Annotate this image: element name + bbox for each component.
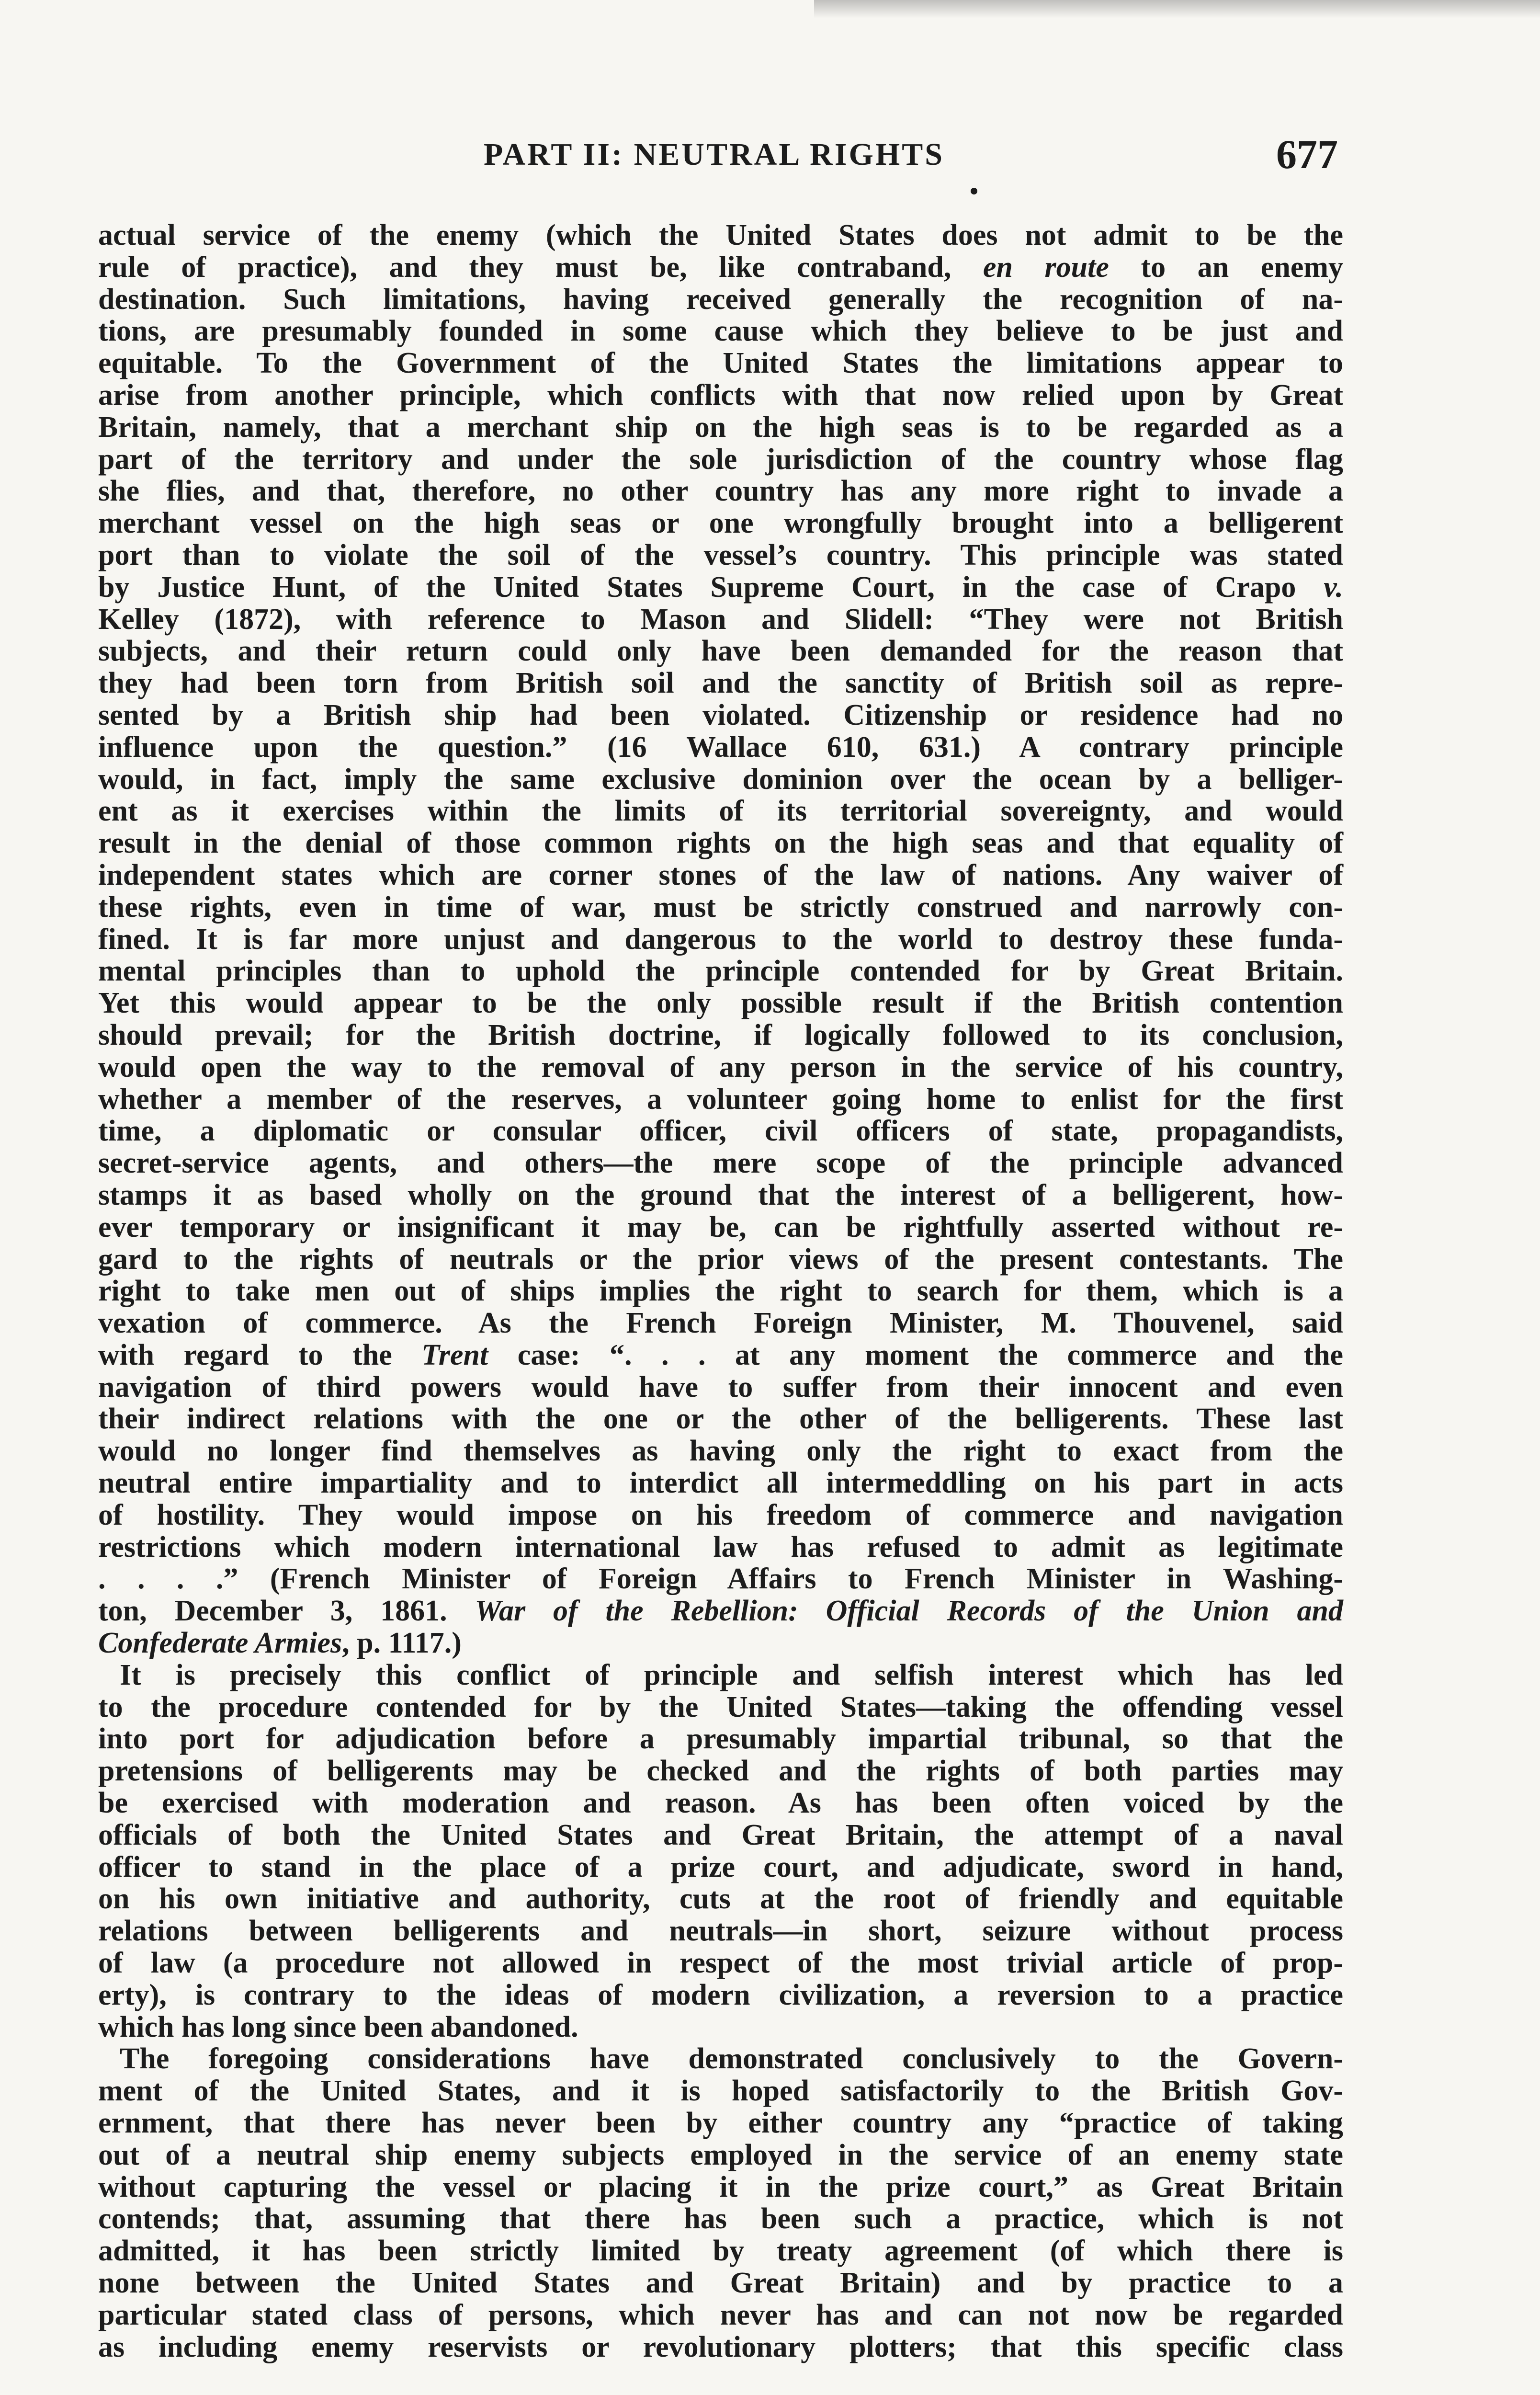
text-line: [98, 764, 1343, 796]
text-run: gard to the rights of neutrals or the prior views of the present contestants. The: [98, 1243, 1343, 1276]
text-run: part of the territory and under the sole jurisdiction of the country whose flag: [98, 443, 1343, 476]
running-head: PART II: NEUTRAL RIGHTS: [484, 137, 944, 172]
text-run: which has long since been abandoned.: [98, 2010, 578, 2043]
text-line: [98, 379, 1343, 411]
text-run: relations between belligerents and neutrals—in short, seizure without process: [98, 1915, 1343, 1948]
text-run: to an enemy: [1109, 251, 1343, 284]
text-run: as including enemy reservists or revolutionary plotters; that this specific class: [98, 2330, 1343, 2363]
text-line: [98, 2107, 1343, 2139]
text-line: [98, 1211, 1343, 1243]
text-run: admitted, it has been strictly limited by treaty agreement (of which there is: [98, 2235, 1343, 2268]
text-run: officer to stand in the place of a prize court, and adjudicate, sword in hand,: [98, 1850, 1343, 1883]
text-line: [98, 1403, 1343, 1435]
text-line: [98, 1659, 1343, 1691]
text-run: , p. 1117.): [342, 1627, 462, 1660]
text-line: [98, 1115, 1343, 1147]
text-run: they had been torn from British soil and the sanctity of British soil as repre-: [98, 667, 1343, 700]
text-run: of law (a procedure not allowed in respect of the most trivial article of prop-: [98, 1947, 1343, 1980]
text-run: tions, are presumably founded in some cause which they believe to be just and: [98, 315, 1343, 348]
text-line: [98, 284, 1343, 316]
text-line: [98, 1083, 1343, 1116]
text-run: arise from another principle, which conflicts with that now relied upon by Great: [98, 378, 1343, 411]
text-line: [98, 1339, 1343, 1371]
text-run: independent states which are corner stones of the law of nations. Any waiver of: [98, 858, 1343, 891]
text-line: [98, 1851, 1343, 1883]
text-run: subjects, and their return could only have been demanded for the reason that: [98, 635, 1343, 668]
paragraph: [98, 2043, 1343, 2363]
text-run: pretensions of belligerents may be checked and the rights of both parties may: [98, 1755, 1343, 1788]
text-run: time, a diplomatic or consular officer, civil officers of state, propagandists,: [98, 1115, 1343, 1148]
text-line: [98, 2203, 1343, 2235]
text-run: particular stated class of persons, which never has and can not now be regarded: [98, 2298, 1343, 2331]
text-run: actual service of the enemy (which the United States does not admit to be the: [98, 219, 1343, 251]
text-line: [98, 475, 1343, 507]
text-line: [98, 987, 1343, 1019]
text-line: [98, 1019, 1343, 1051]
text-line: [98, 1979, 1343, 2011]
text-run: ment of the United States, and it is hoped satisfactorily to the British Gov-: [98, 2075, 1343, 2108]
text-line: [98, 2331, 1343, 2363]
text-run: ton, December 3, 1861.: [98, 1595, 475, 1628]
text-line: [98, 2139, 1343, 2171]
text-run: destination. Such limitations, having received generally the recognition of na-: [98, 283, 1343, 316]
text-line: [98, 859, 1343, 891]
text-run: navigation of third powers would have to suffer from their innocent and even: [98, 1370, 1343, 1403]
body-text: [98, 219, 1343, 2363]
text-run: these rights, even in time of war, must be strictly construed and narrowly con-: [98, 890, 1343, 924]
text-run: should prevail; for the British doctrine, if logically followed to its conclusion,: [98, 1018, 1343, 1051]
text-line: [98, 1563, 1343, 1595]
text-run: influence upon the question.” (16 Wallace 610, 631.) A contrary principle: [98, 730, 1343, 764]
text-line: [98, 315, 1343, 347]
text-run: sented by a British ship had been violated. Citizenship or residence had no: [98, 698, 1343, 731]
text-run: port than to violate the soil of the vessel’s country. This principle was stated: [98, 538, 1343, 571]
text-line: [98, 1499, 1343, 1531]
text-run: into port for adjudication before a presumably impartial tribunal, so that the: [98, 1722, 1343, 1756]
text-run: ever temporary or insignificant it may be, can be rightfully asserted without re-: [98, 1210, 1343, 1243]
text-line: [98, 1595, 1343, 1627]
text-run: ent as it exercises within the limits of its territorial sovereignty, and would: [98, 795, 1343, 828]
text-line: [98, 1531, 1343, 1563]
text-run: rule of practice), and they must be, like contraband,: [98, 251, 983, 284]
text-line: [98, 1723, 1343, 1755]
text-line: [98, 635, 1343, 667]
text-run: out of a neutral ship enemy subjects employed in the service of an enemy state: [98, 2138, 1343, 2171]
text-line: [98, 571, 1343, 604]
text-run: none between the United States and Great Britain) and by practice to a: [98, 2267, 1343, 2299]
italic-text: Trent: [421, 1338, 488, 1371]
text-line: [98, 1435, 1343, 1467]
text-run: equitable. To the Government of the United States the limitations appear to: [98, 347, 1343, 380]
text-run: by Justice Hunt, of the United States Supreme Court, in the case of Crapo: [98, 570, 1324, 604]
text-line: [98, 251, 1343, 284]
text-run: ernment, that there has never been by either country any “practice of taking: [98, 2107, 1343, 2140]
text-run: Kelley (1872), with reference to Mason and Slidell: “They were not British: [98, 603, 1343, 636]
text-line: [98, 955, 1343, 987]
text-line: [98, 924, 1343, 956]
text-run: vexation of commerce. As the French Foreign Minister, M. Thouvenel, said: [98, 1307, 1343, 1340]
text-run: result in the denial of those common rights on the high seas and that equality of: [98, 827, 1343, 860]
text-line: [98, 827, 1343, 859]
text-line: [98, 1243, 1343, 1276]
text-line: [98, 347, 1343, 379]
text-run: merchant vessel on the high seas or one wrongfully brought into a belligerent: [98, 507, 1343, 540]
italic-text: v.: [1324, 570, 1343, 604]
text-run: Yet this would appear to be the only possible result if the British contention: [98, 987, 1343, 1020]
text-run: fined. It is far more unjust and dangerous to the world to destroy these funda-: [98, 923, 1343, 956]
text-run: The foregoing considerations have demonstrated conclusively to the Govern-: [120, 2042, 1343, 2076]
text-line: [98, 795, 1343, 827]
text-line: [98, 2235, 1343, 2267]
text-line: [98, 1883, 1343, 1915]
text-line: [98, 2075, 1343, 2107]
text-line: [98, 1787, 1343, 1819]
text-line: [98, 1147, 1343, 1179]
ink-dot: [971, 188, 977, 194]
text-run: with regard to the: [98, 1338, 422, 1371]
text-run: mental principles than to uphold the principle contended for by Great Britain.: [98, 955, 1343, 988]
text-line: [98, 1179, 1343, 1211]
text-run: on his own initiative and authority, cuts at the root of friendly and equitable: [98, 1882, 1343, 1916]
text-line: [98, 444, 1343, 476]
text-run: neutral entire impartiality and to interdict all intermeddling on his part in acts: [98, 1467, 1343, 1500]
text-line: [98, 1947, 1343, 1979]
text-run: would, in fact, imply the same exclusive dominion over the ocean by a belliger-: [98, 763, 1343, 796]
text-line: [98, 507, 1343, 539]
italic-text: War of the Rebellion: Official Records of the Union and: [475, 1595, 1343, 1628]
text-run: of hostility. They would impose on his freedom of commerce and navigation: [98, 1498, 1343, 1531]
text-line: [98, 219, 1343, 251]
text-run: Britain, namely, that a merchant ship on the high seas is to be regarded as a: [98, 411, 1343, 444]
text-run: restrictions which modern international law has refused to admit as legitimate: [98, 1530, 1343, 1563]
text-line: [98, 604, 1343, 636]
text-run: case: “. . . at any moment the commerce and the: [488, 1338, 1343, 1371]
text-line: [98, 539, 1343, 571]
text-line: [98, 1467, 1343, 1499]
text-run: would open the way to the removal of any person in the service of his country,: [98, 1050, 1343, 1083]
text-line: [98, 1915, 1343, 1947]
italic-text: en route: [983, 251, 1109, 284]
paragraph: [98, 1659, 1343, 2043]
text-run: right to take men out of ships implies the right to search for them, which is a: [98, 1275, 1343, 1308]
text-line: [98, 1691, 1343, 1723]
text-line: [98, 667, 1343, 699]
text-run: It is precisely this conflict of principle and selfish interest which has led: [120, 1658, 1343, 1691]
text-line: [98, 2171, 1343, 2203]
text-run: their indirect relations with the one or the other of the belligerents. These last: [98, 1403, 1343, 1436]
text-line: [98, 2267, 1343, 2299]
text-line: [98, 699, 1343, 731]
text-run: contends; that, assuming that there has been such a practice, which is not: [98, 2202, 1343, 2235]
text-line: [98, 2011, 1343, 2043]
text-line: [98, 1051, 1343, 1083]
text-line: [98, 1627, 1343, 1659]
page-number: 677: [1276, 131, 1338, 177]
paragraph: [98, 219, 1343, 1659]
scan-edge-smudge: [814, 0, 1540, 18]
text-line: [98, 1307, 1343, 1339]
text-line: [98, 1371, 1343, 1403]
text-run: officials of both the United States and Great Britain, the attempt of a naval: [98, 1818, 1343, 1851]
text-line: [98, 1819, 1343, 1851]
italic-text: Confederate Armies: [98, 1627, 342, 1660]
text-line: [98, 731, 1343, 764]
text-line: [98, 891, 1343, 924]
text-run: be exercised with moderation and reason. As has been often voiced by the: [98, 1787, 1343, 1820]
text-run: secret-service agents, and others—the mere scope of the principle advanced: [98, 1147, 1343, 1180]
text-run: would no longer find themselves as having only the right to exact from the: [98, 1435, 1343, 1468]
text-line: [98, 2043, 1343, 2075]
text-run: erty), is contrary to the ideas of modern civilization, a reversion to a practice: [98, 1978, 1343, 2011]
text-run: without capturing the vessel or placing it in the prize court,” as Great Britain: [98, 2170, 1343, 2203]
text-run: stamps it as based wholly on the ground that the interest of a belligerent, how-: [98, 1178, 1343, 1211]
text-run: . . . .” (French Minister of Foreign Affairs to French Minister in Washing-: [98, 1562, 1343, 1596]
text-line: [98, 2299, 1343, 2331]
text-line: [98, 1275, 1343, 1307]
text-run: to the procedure contended for by the United States—taking the offending vessel: [98, 1690, 1343, 1723]
text-run: whether a member of the reserves, a volunteer going home to enlist for the first: [98, 1083, 1343, 1116]
text-run: she flies, and that, therefore, no other country has any more right to invade a: [98, 475, 1343, 508]
text-line: [98, 411, 1343, 444]
text-line: [98, 1755, 1343, 1787]
